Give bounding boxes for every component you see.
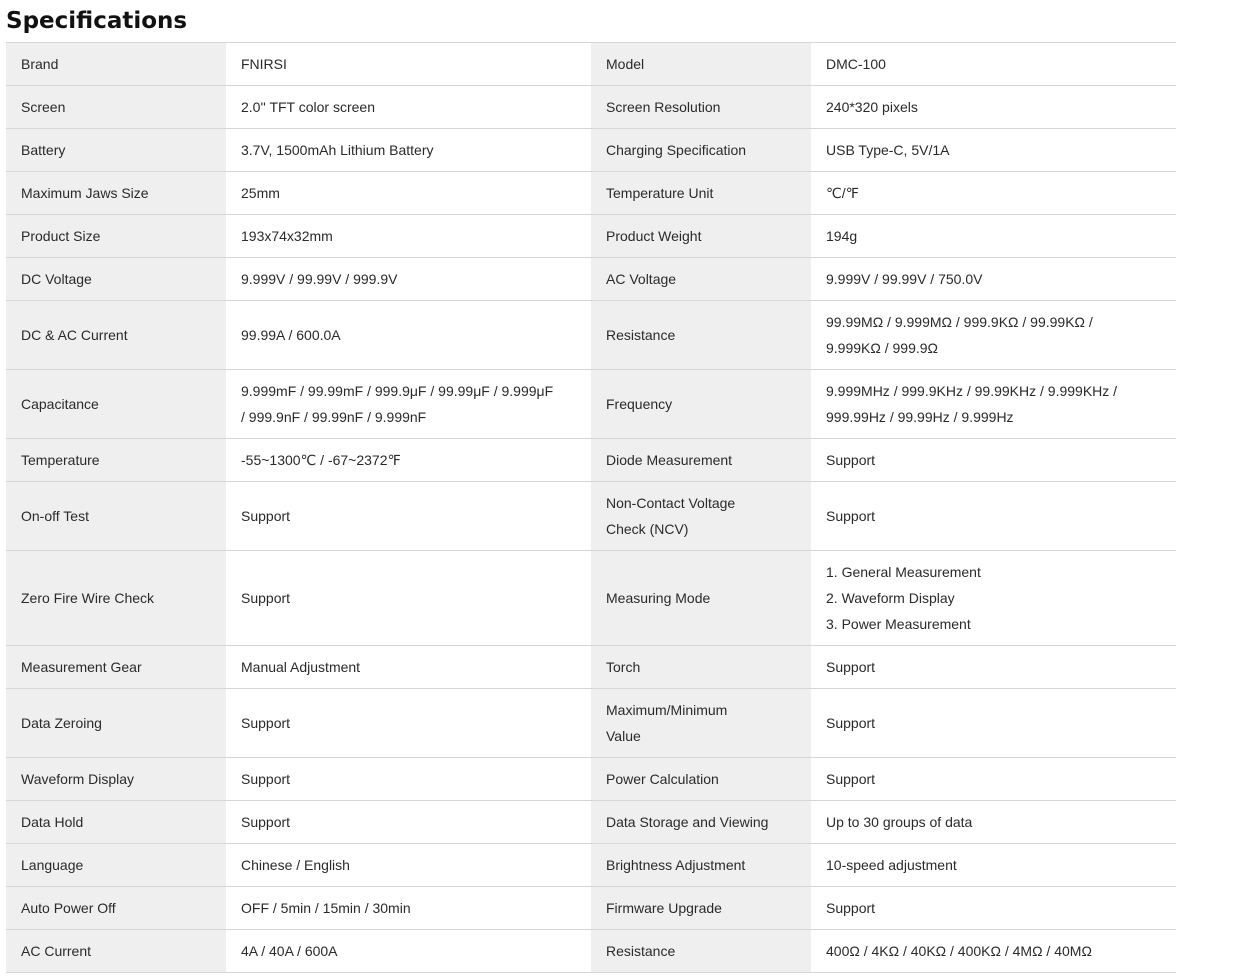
spec-label: On-off Test — [6, 482, 226, 551]
spec-value: 2.0'' TFT color screen — [226, 86, 591, 129]
spec-value: 10-speed adjustment — [811, 844, 1176, 887]
spec-value: Support — [811, 887, 1176, 930]
spec-value — [811, 370, 1176, 439]
spec-value: Support — [811, 689, 1176, 758]
spec-label: Auto Power Off — [6, 887, 226, 930]
spec-label: Temperature — [6, 439, 226, 482]
spec-label: Charging Specification — [591, 129, 811, 172]
spec-value: Support — [226, 801, 591, 844]
spec-label: Brand — [6, 43, 226, 86]
spec-label-line: Value — [606, 728, 641, 744]
spec-value: Up to 30 groups of data — [811, 801, 1176, 844]
table-row — [6, 646, 1176, 689]
spec-label: Battery — [6, 129, 226, 172]
spec-label: Language — [6, 844, 226, 887]
table-row — [6, 801, 1176, 844]
spec-value: Support — [811, 758, 1176, 801]
spec-value-line: 9.999MHz / 999.9KHz / 99.99KHz / 9.999KHz / — [826, 383, 1118, 399]
table-row — [6, 258, 1176, 301]
spec-label: Product Size — [6, 215, 226, 258]
page-title: Specifications — [6, 8, 188, 34]
spec-label: Model — [591, 43, 811, 86]
spec-value: Support — [811, 646, 1176, 689]
spec-label-line: Maximum/Minimum — [606, 702, 728, 718]
spec-value — [811, 301, 1176, 370]
spec-value: Support — [811, 439, 1176, 482]
spec-label: Data Hold — [6, 801, 226, 844]
spec-value: Chinese / English — [226, 844, 591, 887]
spec-value: Support — [811, 482, 1176, 551]
spec-value: Support — [226, 689, 591, 758]
spec-label: Resistance — [591, 301, 811, 370]
spec-value: 400Ω / 4KΩ / 40KΩ / 400KΩ / 4MΩ / 40MΩ — [811, 930, 1176, 973]
spec-label: AC Current — [6, 930, 226, 973]
spec-label: Brightness Adjustment — [591, 844, 811, 887]
spec-value-line: 99.99MΩ / 9.999MΩ / 999.9KΩ / 99.99KΩ / — [826, 314, 1093, 330]
spec-label: AC Voltage — [591, 258, 811, 301]
table-row — [6, 844, 1176, 887]
spec-label: Zero Fire Wire Check — [6, 551, 226, 646]
spec-label: Measuring Mode — [591, 551, 811, 646]
spec-value: 9.999V / 99.99V / 750.0V — [811, 258, 1176, 301]
spec-label: Screen Resolution — [591, 86, 811, 129]
table-row — [6, 370, 1176, 439]
table-row — [6, 43, 1176, 86]
spec-value-line: 9.999KΩ / 999.9Ω — [826, 340, 939, 356]
spec-value-line: 2. Waveform Display — [826, 590, 955, 606]
table-row — [6, 301, 1176, 370]
table-row — [6, 172, 1176, 215]
spec-label: Data Storage and Viewing — [591, 801, 811, 844]
spec-value-line: 9.999mF / 99.99mF / 999.9μF / 99.99μF / 9.999μF — [241, 383, 554, 399]
spec-label-line: Check (NCV) — [606, 521, 689, 537]
spec-value: OFF / 5min / 15min / 30min — [226, 887, 591, 930]
spec-label: Data Zeroing — [6, 689, 226, 758]
spec-value: USB Type-C, 5V/1A — [811, 129, 1176, 172]
spec-value: FNIRSI — [226, 43, 591, 86]
spec-value: 99.99A / 600.0A — [226, 301, 591, 370]
table-row — [6, 551, 1176, 646]
spec-label: Maximum Jaws Size — [6, 172, 226, 215]
spec-label: Measurement Gear — [6, 646, 226, 689]
spec-value: 9.999V / 99.99V / 999.9V — [226, 258, 591, 301]
spec-value — [226, 370, 591, 439]
spec-table — [6, 42, 1176, 973]
table-row — [6, 887, 1176, 930]
spec-value: -55~1300℃ / -67~2372℉ — [226, 439, 591, 482]
table-row — [6, 439, 1176, 482]
spec-label: Diode Measurement — [591, 439, 811, 482]
spec-label: Waveform Display — [6, 758, 226, 801]
spec-value: 194g — [811, 215, 1176, 258]
spec-label: DC & AC Current — [6, 301, 226, 370]
spec-value: 193x74x32mm — [226, 215, 591, 258]
spec-value-line: 3. Power Measurement — [826, 616, 971, 632]
spec-value — [811, 551, 1176, 646]
spec-value: 3.7V, 1500mAh Lithium Battery — [226, 129, 591, 172]
spec-value: ℃/℉ — [811, 172, 1176, 215]
table-row — [6, 482, 1176, 551]
spec-label: Temperature Unit — [591, 172, 811, 215]
table-row — [6, 215, 1176, 258]
spec-value: 240*320 pixels — [811, 86, 1176, 129]
spec-label-line: Non-Contact Voltage — [606, 495, 736, 511]
spec-value: Support — [226, 482, 591, 551]
spec-value: Support — [226, 551, 591, 646]
spec-value: DMC-100 — [811, 43, 1176, 86]
spec-value-line: / 999.9nF / 99.99nF / 9.999nF — [241, 409, 427, 425]
table-row — [6, 86, 1176, 129]
spec-label: Firmware Upgrade — [591, 887, 811, 930]
table-row — [6, 129, 1176, 172]
spec-value-line: 999.99Hz / 99.99Hz / 9.999Hz — [826, 409, 1014, 425]
spec-value: 25mm — [226, 172, 591, 215]
spec-label: Frequency — [591, 370, 811, 439]
spec-value: Manual Adjustment — [226, 646, 591, 689]
spec-label: Resistance — [591, 930, 811, 973]
spec-value: Support — [226, 758, 591, 801]
spec-value: 4A / 40A / 600A — [226, 930, 591, 973]
spec-label — [591, 689, 811, 758]
table-row — [6, 758, 1176, 801]
spec-label: Power Calculation — [591, 758, 811, 801]
spec-label: Capacitance — [6, 370, 226, 439]
spec-label — [591, 482, 811, 551]
spec-label: DC Voltage — [6, 258, 226, 301]
spec-label: Torch — [591, 646, 811, 689]
spec-label: Product Weight — [591, 215, 811, 258]
spec-value-line: 1. General Measurement — [826, 564, 981, 580]
table-row — [6, 930, 1176, 973]
table-row — [6, 689, 1176, 758]
spec-label: Screen — [6, 86, 226, 129]
